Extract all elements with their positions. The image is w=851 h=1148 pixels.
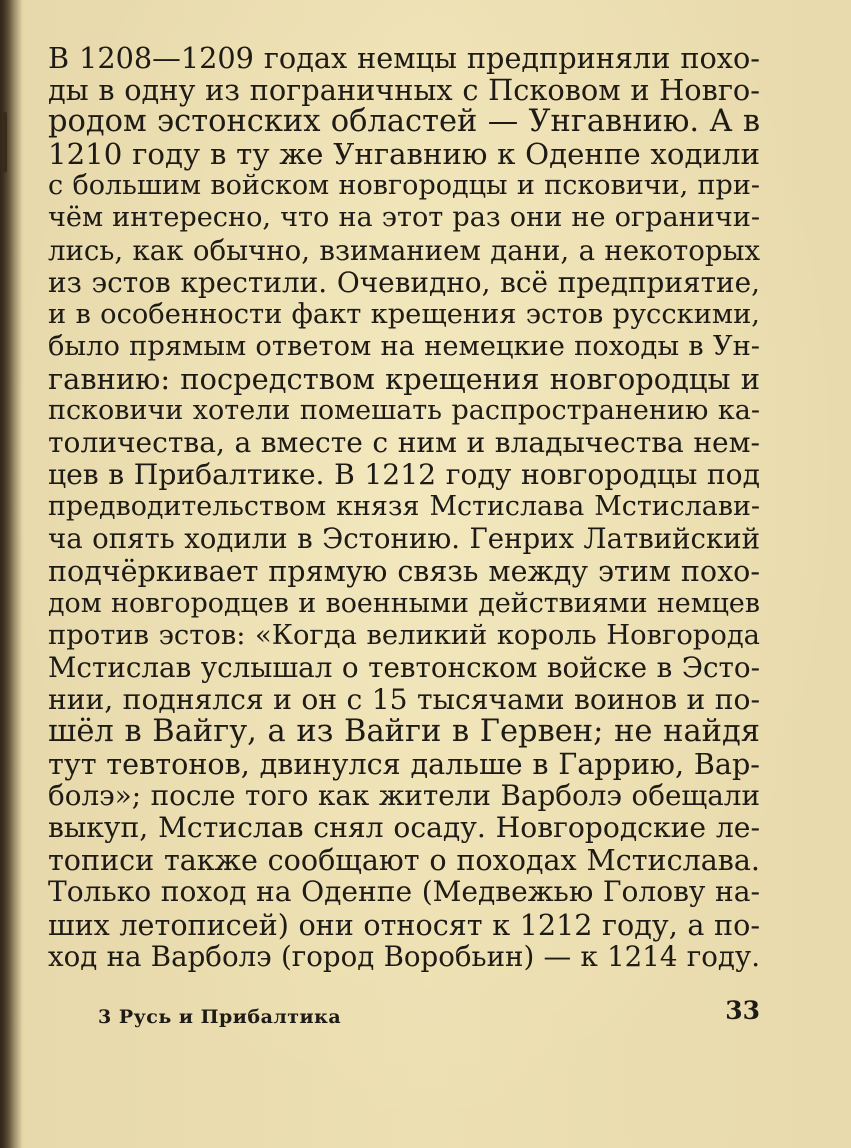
text-line: дом новгородцев и военными действиями немцев bbox=[48, 587, 760, 619]
text-line: выкуп, Мстислав снял осаду. Новгородские ле- bbox=[48, 811, 760, 845]
text-line: против эстов: «Когда великий король Новгорода bbox=[48, 619, 760, 651]
page-footer bbox=[48, 996, 760, 1032]
text-line: чём интересно, что на этот раз они не ограничи- bbox=[48, 202, 760, 234]
text-line: было прямым ответом на немецкие походы в Ун- bbox=[48, 330, 760, 362]
text-line: ших летописей) они относят к 1212 году, а по- bbox=[48, 907, 760, 942]
text-line: Только поход на Оденпе (Медвежью Голову на- bbox=[48, 875, 760, 909]
text-line: подчёркивает прямую связь между этим похо- bbox=[48, 554, 760, 588]
text-line: нии, поднялся и он с 15 тысячами воинов и по- bbox=[48, 682, 760, 716]
text-line: тописи также сообщают о походах Мстислава. bbox=[48, 843, 760, 878]
text-line: с большим войском новгородцы и псковичи, при- bbox=[48, 170, 760, 202]
signature-mark: 3 Русь и Прибалтика bbox=[98, 1006, 342, 1028]
text-line: гавнию: посредством крещения новгородцы и bbox=[48, 361, 760, 396]
text-line: цев в Прибалтике. В 1212 году новгородцы под bbox=[48, 458, 760, 492]
text-line: лись, как обычно, взиманием дани, а некоторых bbox=[48, 233, 760, 267]
text-line: из эстов крестили. Очевидно, всё предприятие, bbox=[48, 265, 760, 299]
text-line: ча опять ходили в Эстонию. Генрих Латвийский bbox=[48, 522, 760, 556]
text-line: толичества, а вместе с ним и владычества нем- bbox=[48, 426, 760, 460]
text-line: предводительством князя Мстислава Мстислави- bbox=[48, 491, 760, 523]
page-number: 33 bbox=[725, 996, 760, 1025]
spine-mark bbox=[2, 112, 7, 172]
text-line: В 1208—1209 годах немцы предприняли похо- bbox=[48, 41, 760, 75]
text-line: и в особенности факт крещения эстов русскими, bbox=[48, 298, 760, 330]
body-text bbox=[48, 42, 760, 973]
text-line: родом эстонских областей — Унгавнию. А в bbox=[48, 104, 760, 140]
text-line: ход на Варболэ (город Воробьин) — к 1214 году. bbox=[48, 939, 760, 973]
text-line: ды в одну из пограничных с Псковом и Новго- bbox=[48, 73, 760, 108]
text-line: тут тевтонов, двинулся дальше в Гаррию, Вар- bbox=[48, 747, 760, 782]
spine-shadow bbox=[0, 0, 22, 1148]
text-line: Мстислав услышал о тевтонском войске в Эсто- bbox=[48, 650, 760, 684]
text-line: болэ»; после того как жители Варболэ обещали bbox=[48, 779, 760, 813]
text-line: 1210 году в ту же Унгавнию к Оденпе ходили bbox=[48, 137, 760, 172]
text-line: шёл в Вайгу, а из Вайги в Гервен; не найдя bbox=[48, 713, 760, 749]
text-line: псковичи хотели помешать распространению ка- bbox=[48, 395, 760, 427]
